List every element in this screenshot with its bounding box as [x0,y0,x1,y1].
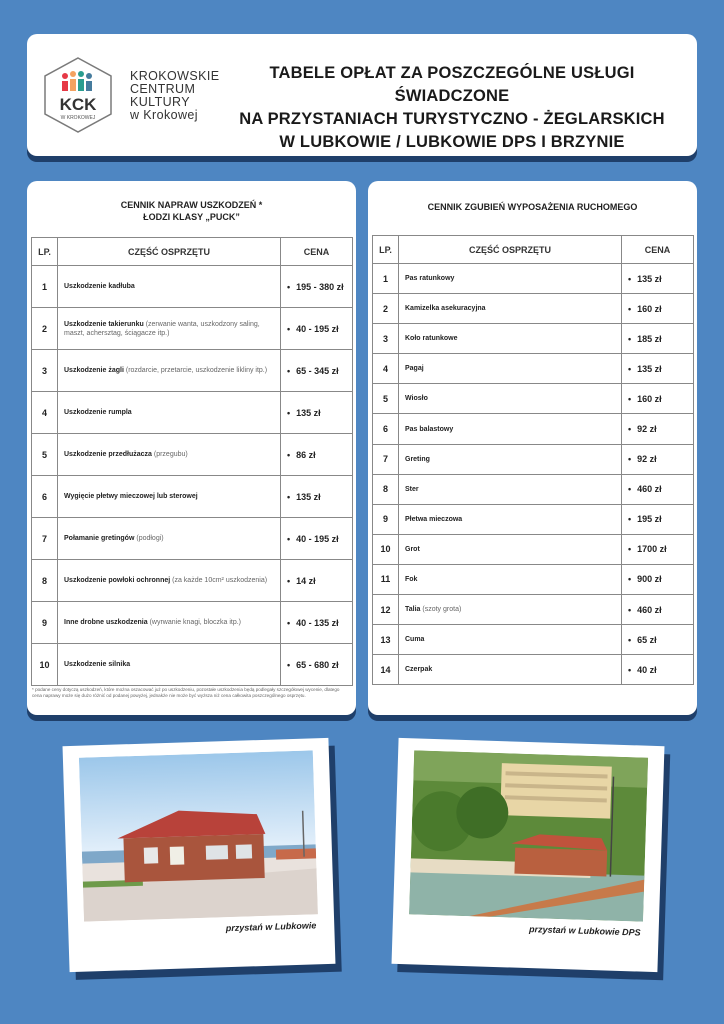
part-name: Połamanie gretingów [64,535,135,542]
part-cell [399,414,622,444]
part-detail: (zerwanie wanta, uszkodzony saling, maszt, achersztag, ściągacze itp.) [64,320,260,337]
price-cell [281,350,353,392]
price-value: 92 zł [637,454,657,465]
price-cell [622,595,694,625]
row-number: 2 [373,294,399,324]
price-value: 65 - 345 zł [296,365,339,376]
bullet-icon: • [628,664,632,675]
row-number: 10 [32,644,58,686]
table-row [32,308,353,350]
price-cell [622,655,694,685]
org-line-2: CENTRUM [130,82,196,96]
price-cell [622,264,694,294]
row-number: 6 [373,414,399,444]
bullet-icon: • [628,634,632,645]
price-cell [281,602,353,644]
price-cell [281,476,353,518]
row-number: 8 [373,474,399,504]
losses-title: CENNIK ZGUBIEŃ WYPOSAŻENIA RUCHOMEGO [427,202,638,212]
bullet-icon: • [287,575,291,586]
row-number: 7 [32,518,58,560]
photo-caption-1: przystań w Lubkowie [225,920,317,934]
col-part: CZĘŚĆ OSPRZĘTU [399,236,622,264]
row-number: 12 [373,595,399,625]
bullet-icon: • [628,273,632,284]
price-cell [622,444,694,474]
table-row [373,534,694,564]
part-detail: (za każde 10cm² uszkodzenia) [172,577,268,584]
bullet-icon: • [628,544,632,555]
price-value: 135 zł [637,273,662,284]
part-cell [399,655,622,685]
price-cell [622,294,694,324]
bullet-icon: • [287,323,291,334]
harbor-photo-image [79,750,318,921]
table-row [373,474,694,504]
price-cell [281,518,353,560]
part-cell [58,392,281,434]
col-lp: LP. [373,236,399,264]
price-cell [622,625,694,655]
table-row [373,384,694,414]
part-cell [399,595,622,625]
table-row [373,294,694,324]
part-name: Płetwa mieczowa [405,515,463,523]
row-number: 5 [32,434,58,476]
part-name: Greting [405,455,430,463]
part-cell [399,294,622,324]
photo-caption-2: przystań w Lubkowie DPS [528,924,641,938]
part-cell [399,324,622,354]
repairs-title-line-1: CENNIK NAPRAW USZKODZEŃ * [120,200,263,210]
part-name: Ster [405,485,419,493]
part-cell [58,644,281,686]
bullet-icon: • [287,617,291,628]
photo-lubkowo [63,738,336,972]
price-value: 14 zł [296,575,316,586]
row-number: 6 [32,476,58,518]
part-name: Pas balastowy [405,425,454,433]
price-value: 40 - 135 zł [296,617,339,628]
part-cell [399,534,622,564]
org-line-1: KROKOWSKIE [130,69,220,83]
price-value: 86 zł [296,449,316,460]
part-cell [58,266,281,308]
price-cell [622,414,694,444]
bullet-icon: • [287,407,291,418]
org-line-4: w Krokowej [130,108,198,122]
row-number: 2 [32,308,58,350]
price-cell [281,266,353,308]
table-row [32,560,353,602]
price-value: 65 zł [637,634,657,645]
price-value: 40 zł [637,664,657,675]
part-name: Wygięcie płetwy mieczowej lub sterowej [64,493,198,500]
part-name: Uszkodzenie kadłuba [64,283,135,290]
row-number: 3 [32,350,58,392]
price-cell [281,644,353,686]
part-name: Cuma [405,636,425,644]
col-part: CZĘŚĆ OSPRZĘTU [58,238,281,266]
price-value: 185 zł [637,333,662,344]
row-number: 3 [373,324,399,354]
row-number: 10 [373,534,399,564]
harbor-dps-photo-image [409,750,648,921]
table-row [32,476,353,518]
table-row [373,625,694,655]
repairs-card [27,181,356,715]
table-row [373,354,694,384]
part-cell [58,560,281,602]
bullet-icon: • [287,659,291,670]
page-title [217,62,687,154]
col-price: CENA [281,238,353,266]
bullet-icon: • [287,281,291,292]
part-name: Kamizelka asekuracyjna [405,305,486,313]
price-value: 900 zł [637,574,662,585]
table-row [32,434,353,476]
price-value: 1700 zł [637,544,667,555]
price-value: 135 zł [637,363,662,374]
part-name: Talia [405,606,421,614]
price-value: 40 - 195 zł [296,323,339,334]
row-number: 11 [373,564,399,594]
price-cell [281,434,353,476]
part-name: Koło ratunkowe [405,335,458,343]
repairs-title-line-2: ŁODZI KLASY „PUCK” [143,212,240,222]
part-cell [58,476,281,518]
title-line-3: W LUBKOWIE / LUBKOWIE DPS I BRZYNIE [279,133,625,151]
price-cell [622,534,694,564]
price-value: 160 zł [637,393,662,404]
losses-card [368,181,697,715]
part-detail: (przegubu) [153,451,188,458]
row-number: 4 [373,354,399,384]
repairs-footnote: * podane ceny dotyczą uszkodzeń, które można oszacować już po uszkodzeniu, pozostałe uszkodzenia będą podlegały szczegółowej wycenie, dlatego cena naprawy może się dużo różnić od podanej powyżej, jednakże nie może być wyższa niż cena całkowita poszczególnego osprzętu. [32,687,340,698]
table-row [373,564,694,594]
price-cell [281,560,353,602]
row-number: 1 [32,266,58,308]
losses-table [372,235,694,685]
part-cell [399,384,622,414]
part-name: Pagaj [405,365,424,373]
org-name [130,70,219,122]
table-row [373,504,694,534]
table-row [373,444,694,474]
table-row [32,392,353,434]
part-name: Grot [405,545,420,553]
kck-logo [43,56,113,134]
price-value: 460 zł [637,604,662,615]
price-cell [622,474,694,504]
price-cell [281,308,353,350]
row-number: 4 [32,392,58,434]
table-row [32,518,353,560]
price-cell [622,354,694,384]
bullet-icon: • [628,333,632,344]
col-price: CENA [622,236,694,264]
bullet-icon: • [287,365,291,376]
price-cell [622,564,694,594]
part-cell [58,434,281,476]
row-number: 9 [32,602,58,644]
price-value: 40 - 195 zł [296,533,339,544]
table-row [373,264,694,294]
part-name: Inne drobne uszkodzenia [64,619,148,626]
part-name: Uszkodzenie żagli [64,367,124,374]
price-value: 460 zł [637,484,662,495]
part-name: Pas ratunkowy [405,275,455,283]
price-cell [622,384,694,414]
part-detail: (podłogi) [136,535,164,542]
part-cell [399,444,622,474]
bullet-icon: • [287,491,291,502]
part-cell [399,474,622,504]
bullet-icon: • [628,393,632,404]
part-name: Wiosło [405,395,428,403]
table-row [373,324,694,354]
row-number: 5 [373,384,399,414]
part-cell [399,504,622,534]
part-name: Czerpak [405,666,433,674]
bullet-icon: • [628,424,632,435]
part-cell [58,308,281,350]
row-number: 13 [373,625,399,655]
part-cell [58,602,281,644]
part-name: Uszkodzenie silnika [64,661,131,668]
table-row [32,266,353,308]
price-value: 65 - 680 zł [296,659,339,670]
bullet-icon: • [628,454,632,465]
price-value: 92 zł [637,424,657,435]
row-number: 1 [373,264,399,294]
price-value: 160 zł [637,303,662,314]
table-row [373,414,694,444]
table-row [373,595,694,625]
row-number: 9 [373,504,399,534]
row-number: 8 [32,560,58,602]
title-line-2: NA PRZYSTANIACH TURYSTYCZNO - ŻEGLARSKICH [239,110,665,128]
bullet-icon: • [628,514,632,525]
bullet-icon: • [628,604,632,615]
part-name: Uszkodzenie takierunku [64,320,144,328]
price-value: 135 zł [296,491,321,502]
repairs-title [37,199,346,223]
header-card [27,34,697,156]
repairs-table [31,237,353,686]
part-name: Fok [405,575,418,583]
part-cell [58,518,281,560]
title-line-1: TABELE OPŁAT ZA POSZCZEGÓLNE USŁUGI ŚWIADCZONE [269,64,635,105]
col-lp: LP. [32,238,58,266]
part-detail: (wyrwanie knagi, bloczka itp.) [149,619,242,626]
price-value: 135 zł [296,407,321,418]
row-number: 14 [373,655,399,685]
part-name: Uszkodzenie rumpla [64,409,132,416]
logo-sub: W KROKOWEJ [60,115,96,121]
part-cell [58,350,281,392]
row-number: 7 [373,444,399,474]
bullet-icon: • [628,484,632,495]
bullet-icon: • [628,363,632,374]
table-row [32,644,353,686]
price-value: 195 zł [637,514,662,525]
part-cell [399,354,622,384]
part-cell [399,264,622,294]
part-cell [399,564,622,594]
price-value: 195 - 380 zł [296,281,344,292]
photo-lubkowo-dps [392,738,665,972]
bullet-icon: • [287,533,291,544]
price-cell [622,324,694,354]
table-row [373,655,694,685]
logo-abbr: KCK [59,95,97,114]
price-cell [622,504,694,534]
bullet-icon: • [628,574,632,585]
table-row [32,602,353,644]
bullet-icon: • [287,449,291,460]
part-name: Uszkodzenie powłoki ochronnej [64,577,171,584]
part-detail: (szoty grota) [422,606,462,614]
part-detail: (rozdarcie, przetarcie, uszkodzenie likliny itp.) [125,367,268,374]
part-name: Uszkodzenie przedłużacza [64,451,152,458]
price-cell [281,392,353,434]
bullet-icon: • [628,303,632,314]
table-row [32,350,353,392]
org-line-3: KULTURY [130,95,190,109]
part-cell [399,625,622,655]
